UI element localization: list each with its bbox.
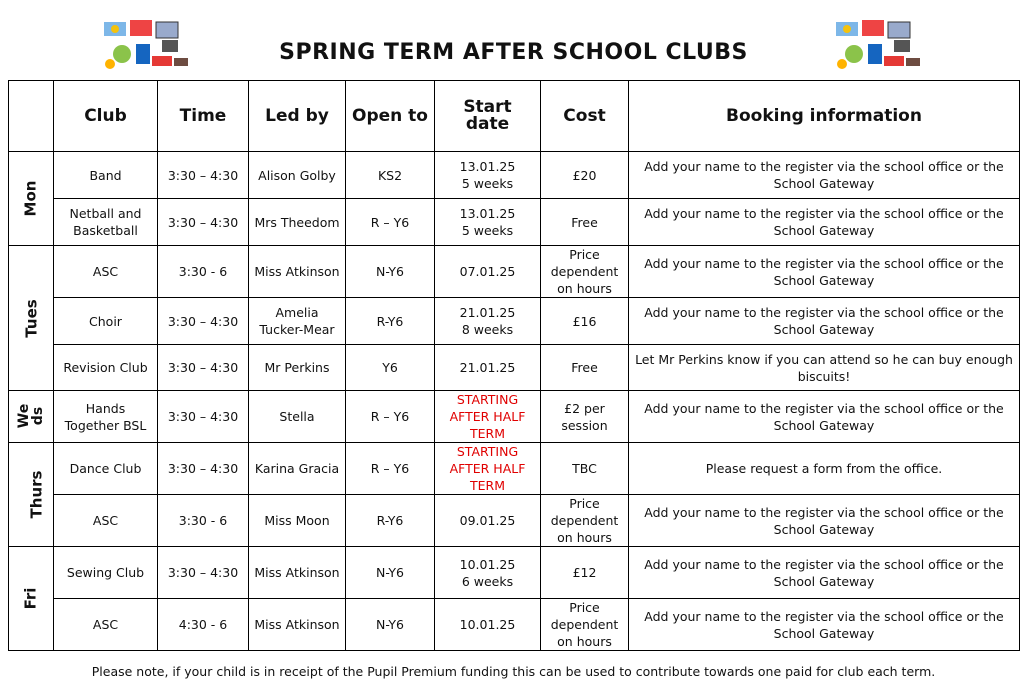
cell-club: ASC	[54, 599, 158, 651]
cell-club: Dance Club	[54, 443, 158, 495]
header-time: Time	[158, 81, 249, 152]
cell-open-to: R – Y6	[346, 391, 435, 443]
cell-open-to: N-Y6	[346, 599, 435, 651]
cell-booking: Add your name to the register via the school office or the School Gateway	[629, 298, 1020, 345]
header-day	[9, 81, 54, 152]
table-row	[9, 495, 1020, 547]
cell-time: 3:30 – 4:30	[158, 345, 249, 391]
header-club: Club	[54, 81, 158, 152]
cell-time: 3:30 – 4:30	[158, 298, 249, 345]
clubs-table	[8, 80, 1020, 651]
cell-booking: Add your name to the register via the school office or the School Gateway	[629, 152, 1020, 199]
cell-club: Choir	[54, 298, 158, 345]
header-start-date: Start date	[435, 81, 541, 152]
cell-led-by: Miss Atkinson	[249, 599, 346, 651]
cell-led-by: Miss Moon	[249, 495, 346, 547]
cell-open-to: KS2	[346, 152, 435, 199]
cell-time: 3:30 – 4:30	[158, 547, 249, 599]
cell-start-date: 21.01.25 8 weeks	[435, 298, 541, 345]
table-row	[9, 345, 1020, 391]
cell-booking: Add your name to the register via the school office or the School Gateway	[629, 199, 1020, 246]
day-thurs: Thurs	[9, 443, 54, 547]
cell-open-to: Y6	[346, 345, 435, 391]
header-open-to: Open to	[346, 81, 435, 152]
day-tues: Tues	[9, 246, 54, 391]
cell-time: 3:30 - 6	[158, 495, 249, 547]
cell-booking: Add your name to the register via the school office or the School Gateway	[629, 599, 1020, 651]
cell-open-to: R – Y6	[346, 199, 435, 246]
cell-cost: Price dependent on hours	[541, 246, 629, 298]
cell-start-date: STARTING AFTER HALF TERM	[435, 391, 541, 443]
cell-club: Sewing Club	[54, 547, 158, 599]
cell-cost: Free	[541, 345, 629, 391]
cell-cost: Price dependent on hours	[541, 599, 629, 651]
cell-led-by: Amelia Tucker-Mear	[249, 298, 346, 345]
table-row	[9, 599, 1020, 651]
cell-club: Netball and Basketball	[54, 199, 158, 246]
cell-time: 3:30 – 4:30	[158, 199, 249, 246]
table-row	[9, 547, 1020, 599]
cell-led-by: Miss Atkinson	[249, 547, 346, 599]
table-row	[9, 443, 1020, 495]
cell-cost: £20	[541, 152, 629, 199]
cell-led-by: Karina Gracia	[249, 443, 346, 495]
cell-booking: Please request a form from the office.	[629, 443, 1020, 495]
cell-club: Revision Club	[54, 345, 158, 391]
cell-led-by: Mrs Theedom	[249, 199, 346, 246]
page-title: SPRING TERM AFTER SCHOOL CLUBS	[279, 40, 748, 65]
header-row	[9, 81, 1020, 152]
header-cost: Cost	[541, 81, 629, 152]
cell-start-date: 09.01.25	[435, 495, 541, 547]
cell-open-to: R – Y6	[346, 443, 435, 495]
header-led-by: Led by	[249, 81, 346, 152]
table-row	[9, 298, 1020, 345]
cell-time: 3:30 – 4:30	[158, 443, 249, 495]
cell-led-by: Mr Perkins	[249, 345, 346, 391]
header-booking: Booking information	[629, 81, 1020, 152]
cell-led-by: Stella	[249, 391, 346, 443]
pupil-premium-note: Please note, if your child is in receipt of the Pupil Premium funding this can be used to contribute towards one paid for club each term.	[91, 664, 936, 679]
cell-booking: Add your name to the register via the school office or the School Gateway	[629, 495, 1020, 547]
cell-booking: Add your name to the register via the school office or the School Gateway	[629, 391, 1020, 443]
cell-booking: Add your name to the register via the school office or the School Gateway	[629, 246, 1020, 298]
cell-start-date: 13.01.25 5 weeks	[435, 199, 541, 246]
table-row	[9, 152, 1020, 199]
table-row	[9, 246, 1020, 298]
cell-booking: Let Mr Perkins know if you can attend so he can buy enough biscuits!	[629, 345, 1020, 391]
cell-time: 3:30 – 4:30	[158, 152, 249, 199]
cell-open-to: N-Y6	[346, 547, 435, 599]
cell-cost: Free	[541, 199, 629, 246]
cell-club: ASC	[54, 495, 158, 547]
day-mon: Mon	[9, 152, 54, 246]
cell-led-by: Alison Golby	[249, 152, 346, 199]
cell-cost: £16	[541, 298, 629, 345]
cell-open-to: R-Y6	[346, 495, 435, 547]
cell-start-date: STARTING AFTER HALF TERM	[435, 443, 541, 495]
cell-cost: £2 per session	[541, 391, 629, 443]
cell-start-date: 21.01.25	[435, 345, 541, 391]
cell-open-to: N-Y6	[346, 246, 435, 298]
cell-club: ASC	[54, 246, 158, 298]
cell-time: 3:30 – 4:30	[158, 391, 249, 443]
cell-booking: Add your name to the register via the school office or the School Gateway	[629, 547, 1020, 599]
cell-cost: TBC	[541, 443, 629, 495]
cell-open-to: R-Y6	[346, 298, 435, 345]
cell-cost: Price dependent on hours	[541, 495, 629, 547]
day-fri: Fri	[9, 547, 54, 651]
table-row	[9, 199, 1020, 246]
cell-club: Hands Together BSL	[54, 391, 158, 443]
cell-time: 4:30 - 6	[158, 599, 249, 651]
cell-start-date: 07.01.25	[435, 246, 541, 298]
cell-cost: £12	[541, 547, 629, 599]
cell-led-by: Miss Atkinson	[249, 246, 346, 298]
cell-club: Band	[54, 152, 158, 199]
cell-start-date: 13.01.25 5 weeks	[435, 152, 541, 199]
cell-start-date: 10.01.25	[435, 599, 541, 651]
cell-time: 3:30 - 6	[158, 246, 249, 298]
day-weds: We ds	[9, 391, 54, 443]
table-row	[9, 391, 1020, 443]
cell-start-date: 10.01.25 6 weeks	[435, 547, 541, 599]
